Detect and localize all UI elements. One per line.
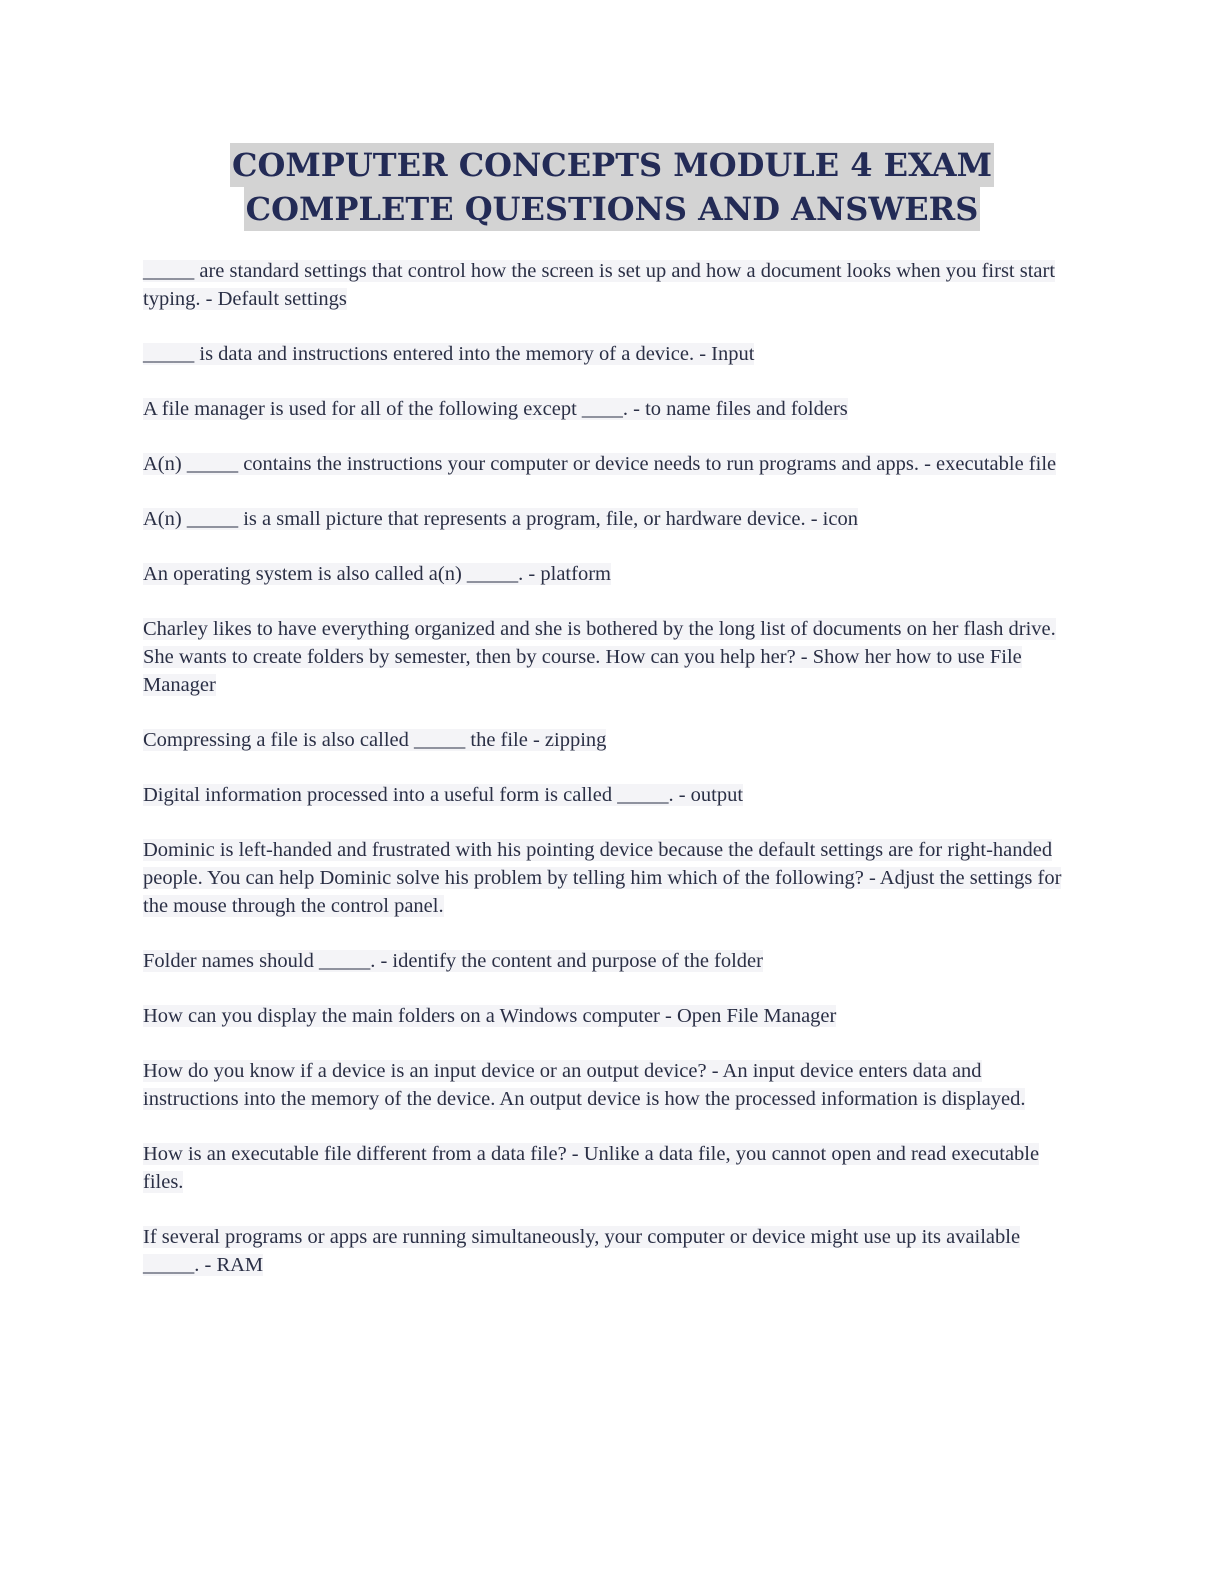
title-line-1: COMPUTER CONCEPTS MODULE 4 EXAM	[230, 143, 994, 187]
qa-item	[143, 450, 1073, 478]
qa-item	[143, 1140, 1073, 1196]
qa-item	[143, 395, 1073, 423]
qa-item	[143, 1002, 1073, 1030]
qa-text: A(n) _____ is a small picture that represents a program, file, or hardware device. - icon	[143, 508, 858, 530]
qa-item	[143, 781, 1073, 809]
qa-item	[143, 726, 1073, 754]
qa-text: Folder names should _____. - identify the content and purpose of the folder	[143, 950, 763, 972]
qa-text: If several programs or apps are running simultaneously, your computer or device might use up its available _____. - RAM	[143, 1226, 1021, 1276]
qa-item	[143, 340, 1073, 368]
qa-text: How can you display the main folders on a Windows computer - Open File Manager	[143, 1005, 837, 1027]
qa-item	[143, 947, 1073, 975]
qa-text: Compressing a file is also called _____ the file - zipping	[143, 729, 607, 751]
page-title	[0, 143, 1224, 231]
qa-text: Digital information processed into a useful form is called _____. - output	[143, 784, 744, 806]
qa-text: An operating system is also called a(n) _____. - platform	[143, 563, 611, 585]
qa-text: _____ are standard settings that control how the screen is set up and how a document looks when you first start typing. - Default settings	[143, 260, 1056, 310]
qa-text: _____ is data and instructions entered into the memory of a device. - Input	[143, 343, 755, 365]
qa-item	[143, 1057, 1073, 1113]
qa-item	[143, 615, 1073, 699]
qa-item	[143, 836, 1073, 920]
qa-text: How do you know if a device is an input device or an output device? - An input device enters data and instructions into the memory of the device. An output device is how the processed information is displayed.	[143, 1060, 1026, 1110]
qa-item	[143, 257, 1073, 313]
qa-text: A file manager is used for all of the following except ____. - to name files and folders	[143, 398, 848, 420]
qa-text: Charley likes to have everything organized and she is bothered by the long list of documents on her flash drive. She wants to create folders by semester, then by course. How can you help her? - Show her how to use File Manager	[143, 618, 1056, 696]
qa-item	[143, 505, 1073, 533]
qa-text: Dominic is left-handed and frustrated with his pointing device because the default settings are for right-handed people. You can help Dominic solve his problem by telling him which of the following? - Adjust the settings for the mouse through the control panel.	[143, 839, 1062, 917]
qa-item	[143, 1223, 1073, 1279]
qa-item	[143, 560, 1073, 588]
title-line-2: COMPLETE QUESTIONS AND ANSWERS	[244, 187, 981, 231]
qa-text: How is an executable file different from a data file? - Unlike a data file, you cannot open and read executable files.	[143, 1143, 1040, 1193]
qa-text: A(n) _____ contains the instructions your computer or device needs to run programs and apps. - executable file	[143, 453, 1057, 475]
qa-list	[143, 257, 1073, 1306]
